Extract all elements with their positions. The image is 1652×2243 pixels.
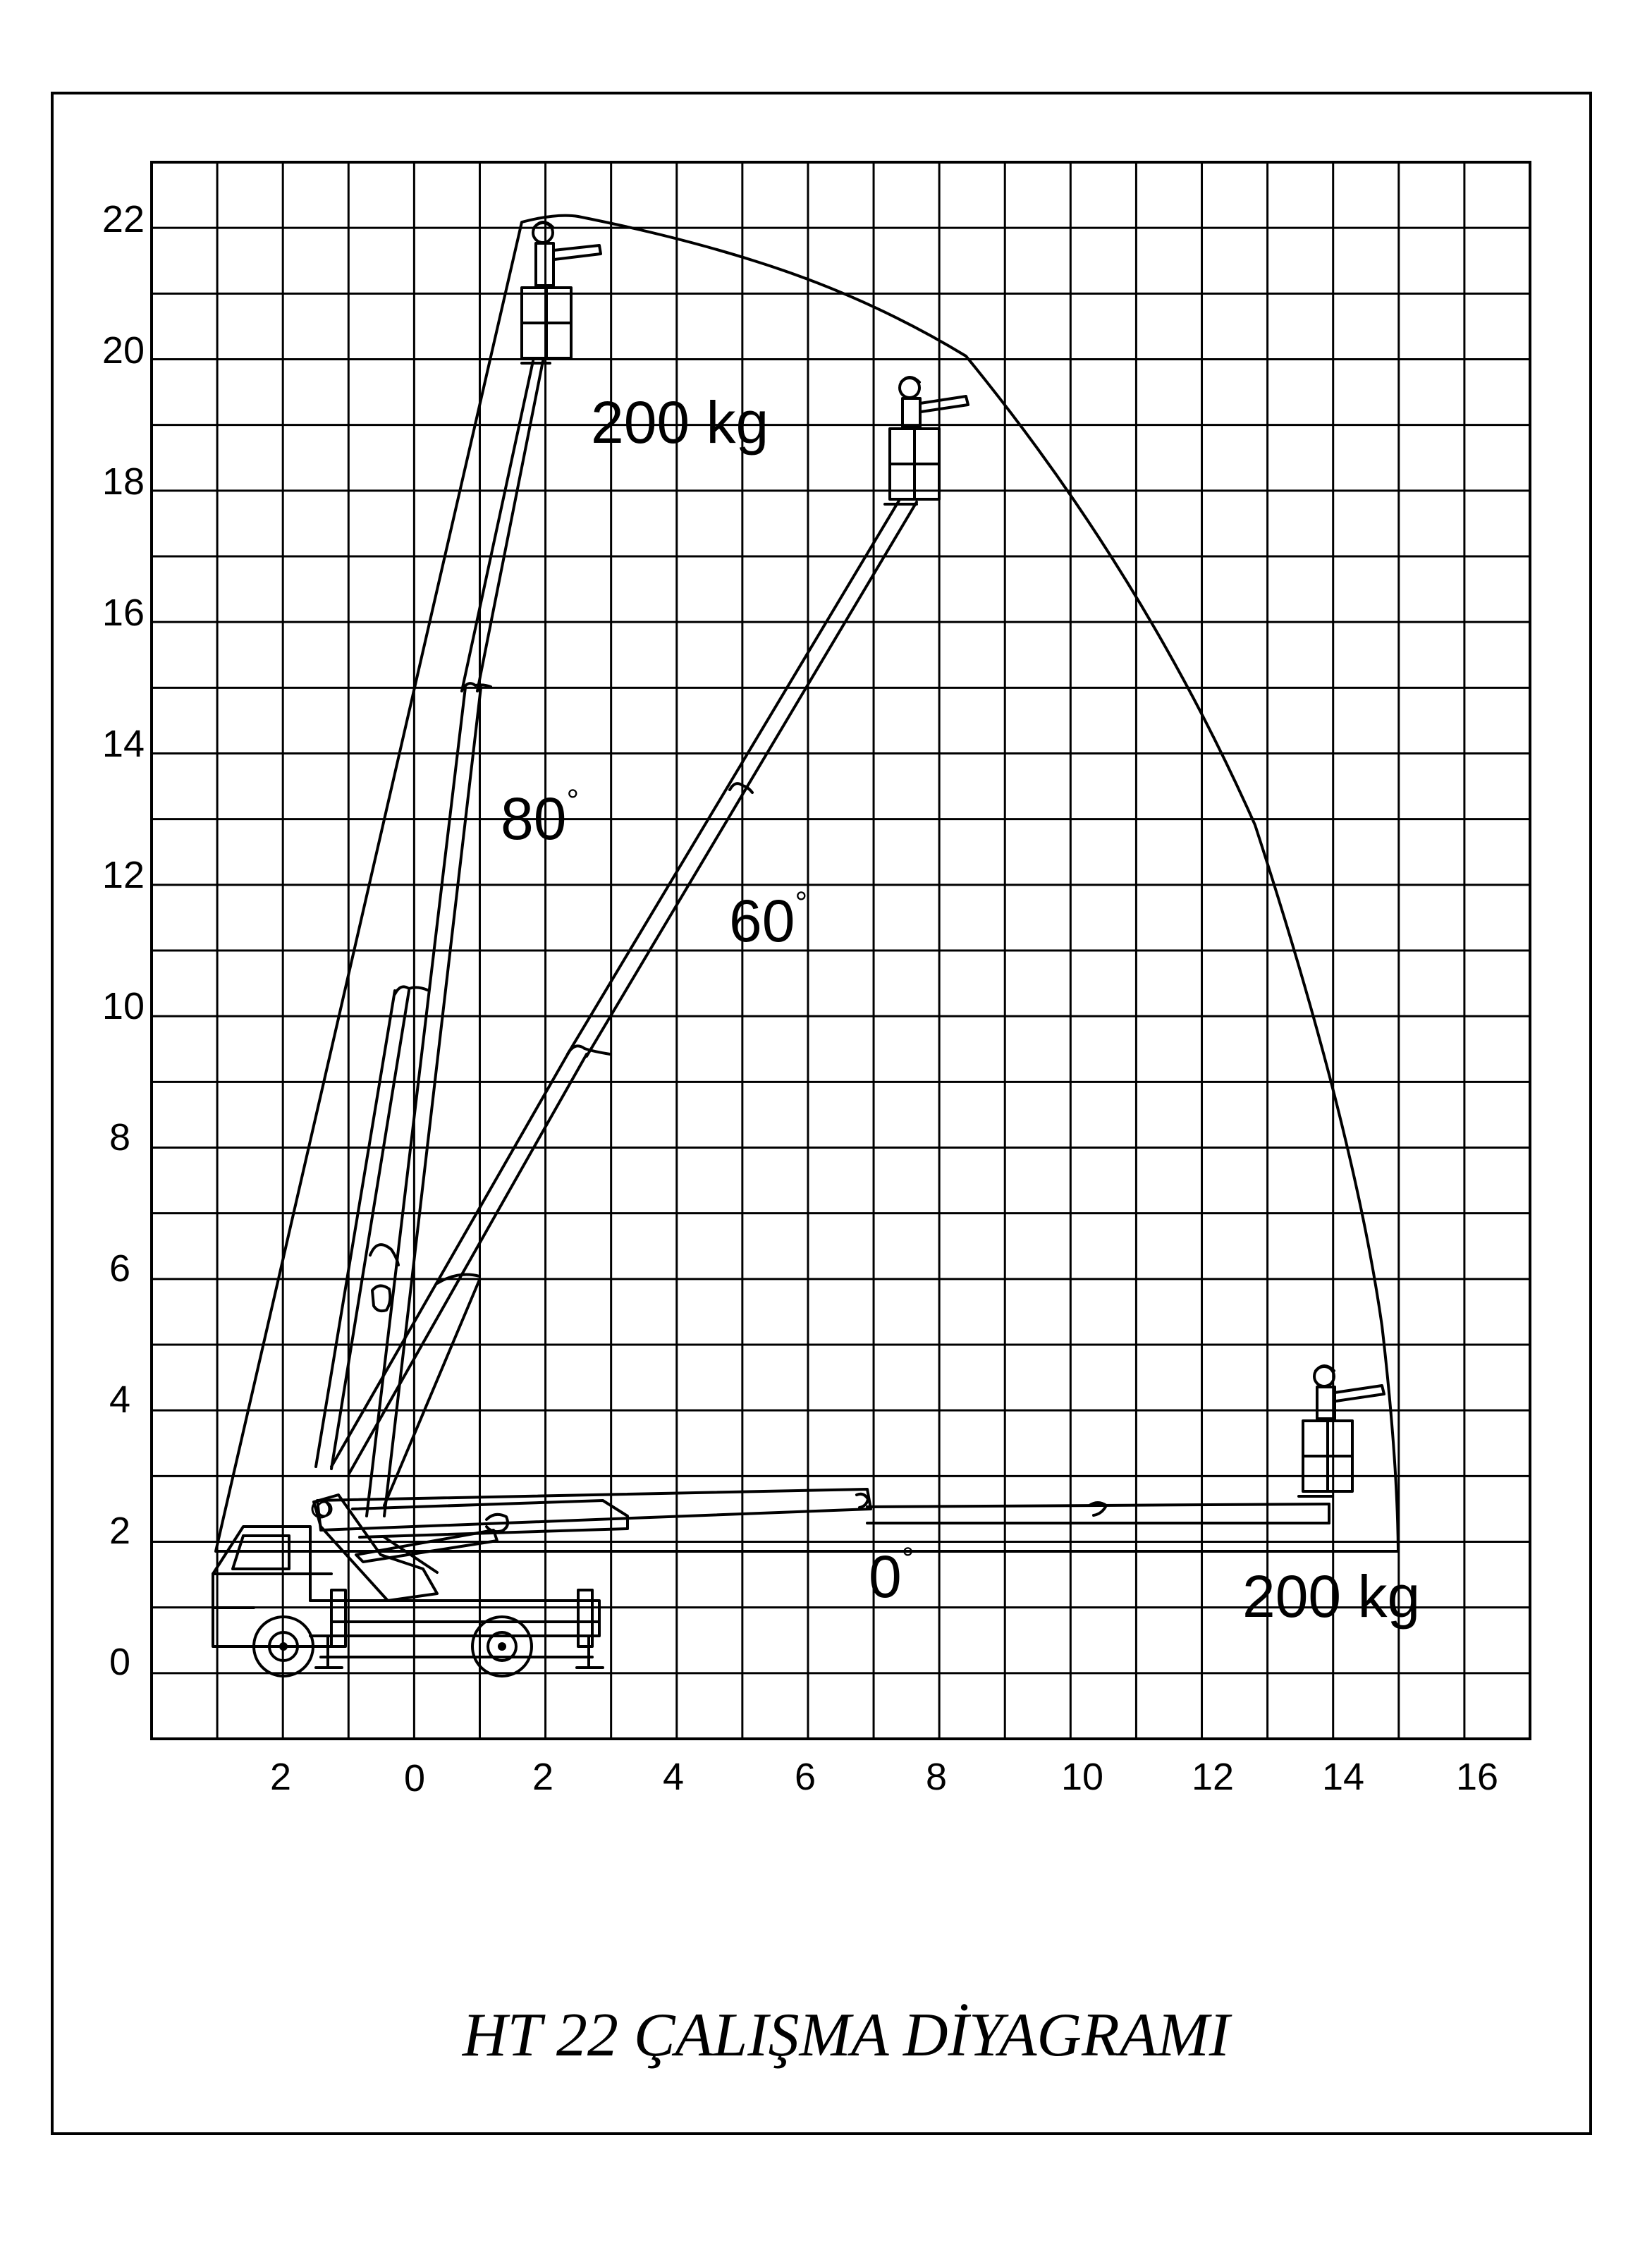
diagram-title: HT 22 ÇALIŞMA DİYAGRAMI <box>462 2001 1230 2070</box>
x-tick-label: 0 <box>403 1757 426 1799</box>
load-label-right: 200 kg <box>1242 1563 1421 1630</box>
boom-80-degrees <box>316 361 543 1516</box>
load-label-top: 200 kg <box>591 389 769 456</box>
x-axis <box>270 1756 1498 1799</box>
x-tick-label: 12 <box>1191 1756 1235 1798</box>
angle-value: 60 <box>729 888 795 954</box>
y-tick-label: 8 <box>109 1116 130 1159</box>
angle-label-60 <box>729 886 807 954</box>
angle-value: 80 <box>501 786 567 852</box>
degree-symbol: ° <box>901 1541 914 1576</box>
degree-symbol: ° <box>795 886 808 920</box>
grid <box>152 162 1530 1739</box>
y-axis <box>102 198 145 1683</box>
y-tick-label: 2 <box>109 1510 130 1552</box>
y-tick-label: 14 <box>102 723 145 765</box>
x-tick-label: 2 <box>269 1756 292 1798</box>
y-tick-label: 4 <box>109 1379 130 1421</box>
x-tick-label: 6 <box>794 1756 816 1798</box>
y-tick-label: 6 <box>109 1247 130 1290</box>
y-tick-label: 16 <box>102 592 145 634</box>
y-tick-label: 0 <box>109 1641 130 1683</box>
y-tick-label: 10 <box>102 985 145 1027</box>
y-tick-label: 18 <box>102 460 145 503</box>
x-tick-label: 16 <box>1455 1756 1499 1798</box>
y-tick-label: 22 <box>102 198 145 240</box>
angle-value: 0 <box>869 1544 902 1610</box>
x-tick-label: 8 <box>925 1756 948 1798</box>
x-tick-label: 14 <box>1321 1756 1365 1798</box>
y-tick-label: 20 <box>102 329 145 372</box>
platform-60-degrees <box>885 377 968 504</box>
x-tick-label: 2 <box>532 1756 554 1798</box>
angle-label-0 <box>869 1541 914 1610</box>
boom-60-degrees <box>331 501 917 1505</box>
x-tick-label: 4 <box>662 1756 685 1798</box>
angle-label-80 <box>501 783 579 852</box>
degree-symbol: ° <box>566 783 580 818</box>
x-tick-label: 10 <box>1060 1756 1104 1798</box>
y-tick-label: 12 <box>102 854 145 896</box>
